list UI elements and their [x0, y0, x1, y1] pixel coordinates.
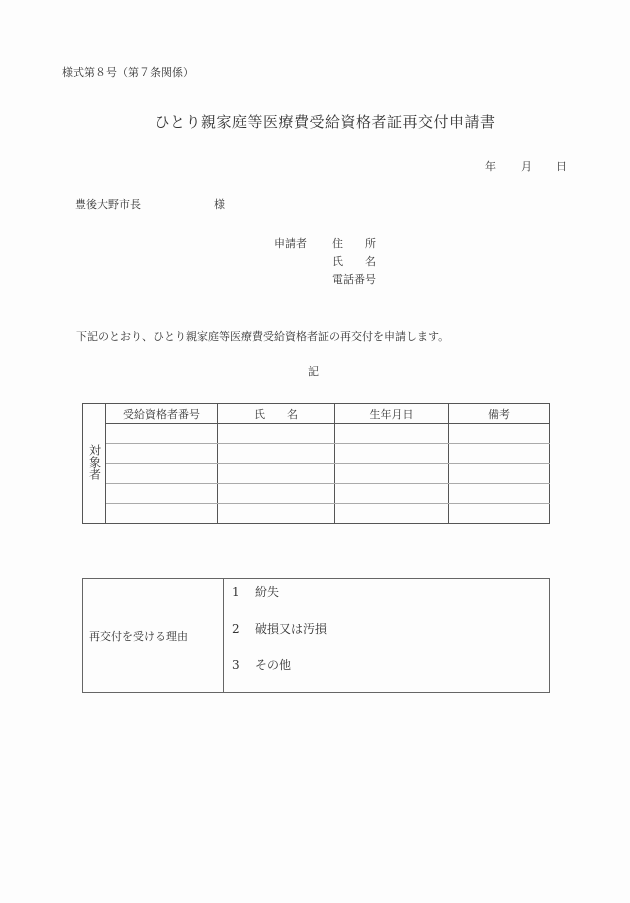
birthdate-cell[interactable] [335, 424, 449, 444]
subjects-table [82, 403, 550, 524]
reason-options-cell [224, 579, 550, 693]
name-cell[interactable] [218, 504, 335, 524]
option-text: 紛失 [255, 585, 280, 599]
reason-option-lost[interactable] [232, 583, 279, 600]
reason-option-damaged[interactable] [232, 620, 327, 637]
form-number: 様式第８号（第７条関係） [62, 66, 194, 79]
remarks-cell[interactable] [449, 464, 550, 484]
option-number: 3 [232, 658, 240, 672]
header-birthdate: 生年月日 [335, 404, 449, 424]
applicant-name-label: 氏 名 [332, 255, 376, 268]
remarks-cell[interactable] [449, 504, 550, 524]
birthdate-cell[interactable] [335, 504, 449, 524]
birthdate-cell[interactable] [335, 444, 449, 464]
header-remarks: 備考 [449, 404, 550, 424]
table-row [83, 444, 550, 464]
name-cell[interactable] [218, 444, 335, 464]
option-text: その他 [255, 658, 292, 672]
page-title: ひとり親家庭等医療費受給資格者証再交付申請書 [154, 113, 496, 131]
statement-text: 下記のとおり、ひとり親家庭等医療費受給資格者証の再交付を申請します。 [76, 330, 450, 343]
table-header-row [83, 404, 550, 424]
table-row [83, 504, 550, 524]
side-label-text: 対象者 [87, 444, 102, 480]
remarks-cell[interactable] [449, 444, 550, 464]
birthdate-cell[interactable] [335, 484, 449, 504]
option-number: 1 [232, 585, 240, 599]
applicant-phone-label: 電話番号 [332, 273, 376, 286]
ki-heading: 記 [308, 365, 319, 378]
subjects-side-label [83, 404, 106, 524]
option-text: 破損又は汚損 [255, 622, 328, 636]
header-name: 氏 名 [218, 404, 335, 424]
name-cell[interactable] [218, 424, 335, 444]
birthdate-cell[interactable] [335, 464, 449, 484]
table-row [83, 464, 550, 484]
name-cell[interactable] [218, 484, 335, 504]
recipient-number-cell[interactable] [106, 464, 218, 484]
recipient-number-cell[interactable] [106, 444, 218, 464]
date-year-label: 年 [485, 160, 496, 173]
recipient-number-cell[interactable] [106, 504, 218, 524]
reason-option-other[interactable] [232, 656, 291, 673]
applicant-address-label: 住 所 [332, 237, 376, 250]
header-recipient-number: 受給資格者番号 [106, 404, 218, 424]
table-row [83, 484, 550, 504]
date-month-label: 月 [521, 160, 532, 173]
remarks-cell[interactable] [449, 484, 550, 504]
table-row [83, 424, 550, 444]
remarks-cell[interactable] [449, 424, 550, 444]
reason-label: 再交付を受ける理由 [83, 579, 224, 693]
addressee-honorific: 様 [214, 198, 225, 211]
recipient-number-cell[interactable] [106, 484, 218, 504]
date-day-label: 日 [556, 160, 567, 173]
option-number: 2 [232, 622, 240, 636]
reason-table [82, 578, 550, 693]
addressee-name: 豊後大野市長 [75, 198, 141, 211]
applicant-label: 申請者 [274, 237, 307, 250]
recipient-number-cell[interactable] [106, 424, 218, 444]
name-cell[interactable] [218, 464, 335, 484]
